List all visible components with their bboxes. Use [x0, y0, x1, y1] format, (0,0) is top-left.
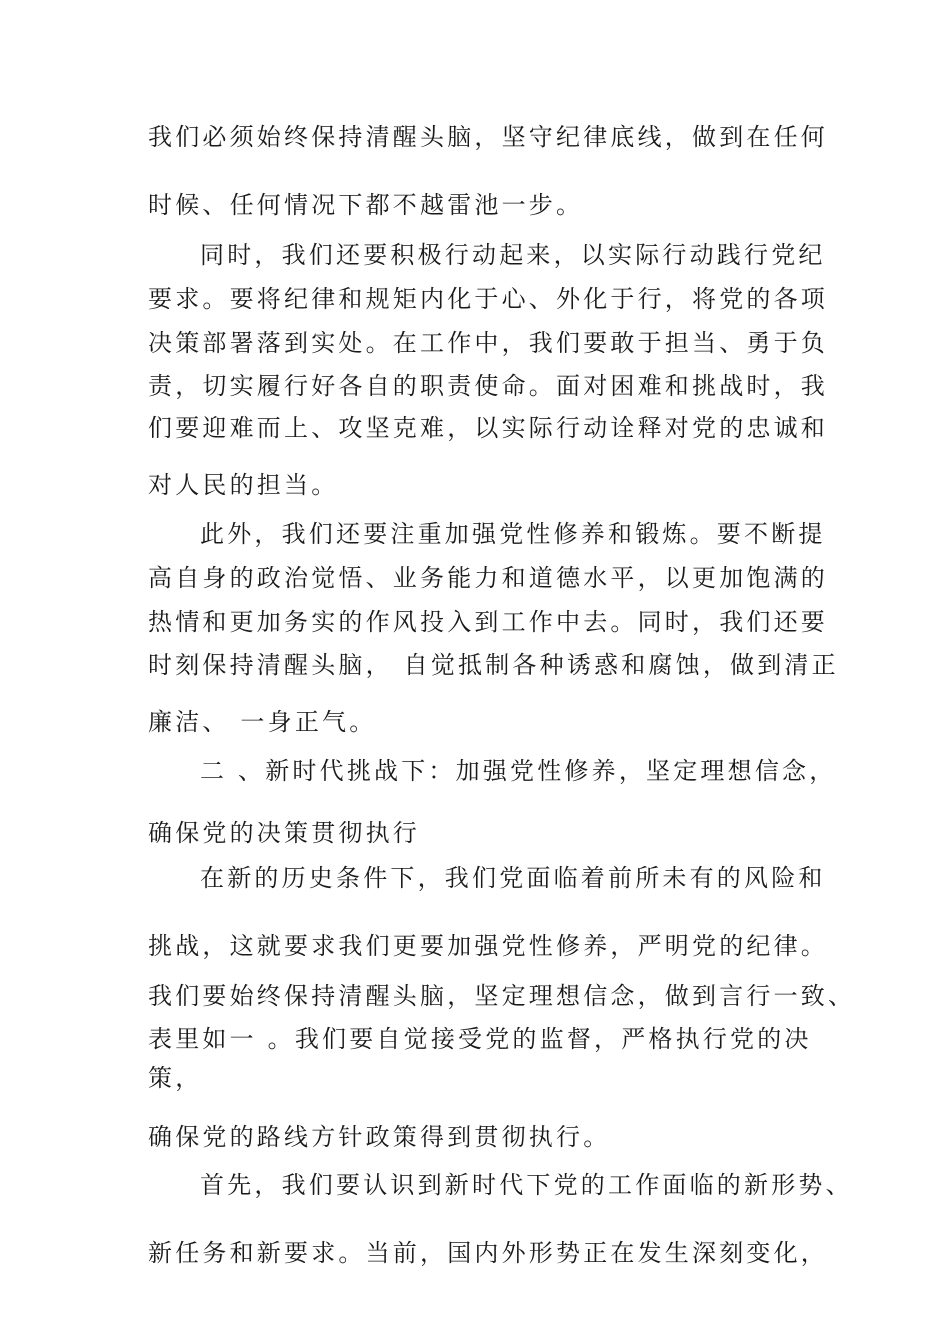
- paragraph-first-line: 在新的历史条件下，我们党面临着前所未有的风险和: [200, 864, 826, 892]
- text-line: 策，: [148, 1064, 203, 1092]
- text-line: 我们要始终保持清醒头脑，坚定理想信念，做到言行一致、: [148, 982, 856, 1010]
- text-line: 我们必须始终保持清醒头脑，坚守纪律底线，做到在任何: [148, 123, 828, 151]
- text-line: 时候、任何情况下都不越雷池一步。: [148, 191, 584, 219]
- text-line: 们要迎难而上、攻坚克难，以实际行动诠释对党的忠诚和: [148, 414, 828, 442]
- text-line: 决策部署落到实处。在工作中，我们要敢于担当、勇于负: [148, 329, 828, 357]
- text-line: 高自身的政治觉悟、业务能力和道德水平，以更加饱满的: [148, 564, 828, 592]
- section-heading-continued: 确保党的决策贯彻执行: [148, 819, 420, 847]
- text-line: 新任务和新要求。当前，国内外形势正在发生深刻变化，: [148, 1239, 828, 1267]
- text-line: 确保党的路线方针政策得到贯彻执行。: [148, 1123, 611, 1151]
- text-line: 对人民的担当。: [148, 471, 339, 499]
- paragraph-first-line: 同时，我们还要积极行动起来，以实际行动践行党纪: [200, 241, 826, 269]
- text-line: 廉洁、 一身正气。: [148, 708, 377, 736]
- paragraph-first-line: 此外，我们还要注重加强党性修养和锻炼。要不断提: [200, 520, 826, 548]
- text-line: 时刻保持清醒头脑， 自觉抵制各种诱惑和腐蚀，做到清正: [148, 651, 839, 679]
- text-line: 要求。要将纪律和规矩内化于心、外化于行，将党的各项: [148, 285, 828, 313]
- text-line: 挑战，这就要求我们更要加强党性修养，严明党的纪律。: [148, 932, 828, 960]
- section-heading: 二 、新时代挑战下：加强党性修养，坚定理想信念，: [200, 757, 837, 785]
- text-line: 责，切实履行好各自的职责使命。面对困难和挑战时，我: [148, 372, 828, 400]
- paragraph-first-line: 首先，我们要认识到新时代下党的工作面临的新形势、: [200, 1171, 853, 1199]
- text-line: 表里如一 。我们要自觉接受党的监督，严格执行党的决: [148, 1025, 812, 1053]
- text-line: 热情和更加务实的作风投入到工作中去。同时，我们还要: [148, 608, 828, 636]
